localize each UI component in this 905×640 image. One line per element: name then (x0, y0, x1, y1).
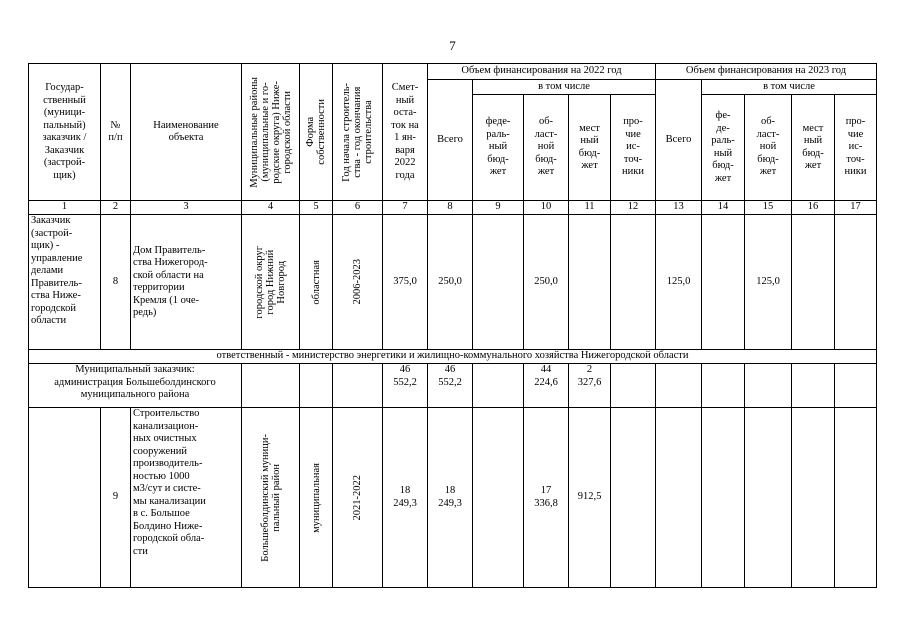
header-remainder: Смет- ный оста- ток на 1 ян- варя 2022 года (383, 64, 428, 201)
column-number: 9 (473, 201, 524, 215)
mc-federal-2022 (473, 364, 524, 408)
row1-total-2022: 250,0 (428, 215, 473, 350)
row2-regional-2023 (745, 408, 792, 588)
row1-federal-2022 (473, 215, 524, 350)
mc-district (242, 364, 300, 408)
row1-years: 2006-2023 (352, 259, 363, 305)
municipal-customer-label: Муниципальный заказчик: администрация Большеболдинского муниципального района (29, 364, 242, 408)
header-num: № п/п (101, 64, 131, 201)
row1-total-2023: 125,0 (656, 215, 702, 350)
table-row (29, 215, 877, 350)
row1-federal-2023 (702, 215, 745, 350)
header-ownership-cell (300, 64, 333, 201)
column-number: 16 (792, 201, 835, 215)
header-regional-2022: об- ласт- ной бюд- жет (524, 95, 569, 201)
row1-remainder: 375,0 (383, 215, 428, 350)
row1-regional-2023: 125,0 (745, 215, 792, 350)
mc-regional-2023 (745, 364, 792, 408)
header-ownership: Форма собственности (305, 99, 327, 165)
row2-remainder: 18 249,3 (383, 408, 428, 588)
mc-total-2022: 46 552,2 (428, 364, 473, 408)
header-years-cell (333, 64, 383, 201)
row2-years-cell (333, 408, 383, 588)
table-row (29, 408, 877, 588)
row1-num: 8 (101, 215, 131, 350)
row1-other-2023 (835, 215, 877, 350)
row2-local-2023 (792, 408, 835, 588)
row1-regional-2022: 250,0 (524, 215, 569, 350)
header-fin-2022: Объем финансирования на 2022 год (428, 64, 656, 80)
mc-remainder: 46 552,2 (383, 364, 428, 408)
header-total-2022: Всего (428, 80, 473, 201)
row2-district-cell (242, 408, 300, 588)
row1-ownership: областная (310, 259, 322, 305)
mc-local-2022: 2 327,6 (569, 364, 611, 408)
column-numbers-row (29, 201, 877, 215)
row1-ownership-cell (300, 215, 333, 350)
municipal-customer-row (29, 364, 877, 408)
row1-local-2023 (792, 215, 835, 350)
row1-district: городской округ город Нижний Новгород (254, 245, 287, 319)
row2-other-2022 (611, 408, 656, 588)
column-number: 11 (569, 201, 611, 215)
row1-district-cell (242, 215, 300, 350)
financing-table (28, 63, 877, 588)
mc-regional-2022: 44 224,6 (524, 364, 569, 408)
column-number: 17 (835, 201, 877, 215)
row2-ownership-cell (300, 408, 333, 588)
row2-other-2023 (835, 408, 877, 588)
column-number: 15 (745, 201, 792, 215)
row2-federal-2023 (702, 408, 745, 588)
header-incl-2022: в том числе (473, 80, 656, 95)
row2-federal-2022 (473, 408, 524, 588)
row1-local-2022 (569, 215, 611, 350)
header-regional-2023: об- ласт- ной бюд- жет (745, 95, 792, 201)
column-number: 10 (524, 201, 569, 215)
row2-years: 2021-2022 (352, 474, 363, 521)
header-name: Наименование объекта (131, 64, 242, 201)
row1-customer: Заказчик (застрой- щик) - управление делами Правитель- ства Ниже- городской области (29, 215, 101, 350)
row2-name: Строительство канализацион- ных очистных сооружений производитель- ностью 1000 м3/сут и систе- мы канализации в с. Большое Болдино Ниже- городской обла- сти (131, 408, 242, 588)
mc-total-2023 (656, 364, 702, 408)
mc-years (333, 364, 383, 408)
header-local-2022: мест ный бюд- жет (569, 95, 611, 201)
responsible-row (29, 350, 877, 364)
column-number: 6 (333, 201, 383, 215)
header-districts: Муниципальные районы (муниципальные и го- родские округа) Ниже- городской области (248, 76, 293, 188)
row1-other-2022 (611, 215, 656, 350)
column-number: 13 (656, 201, 702, 215)
row2-customer (29, 408, 101, 588)
mc-ownership (300, 364, 333, 408)
row2-total-2022: 18 249,3 (428, 408, 473, 588)
header-other-2023: про- чие ис- точ- ники (835, 95, 877, 201)
row2-num: 9 (101, 408, 131, 588)
column-number: 2 (101, 201, 131, 215)
row2-district: Большеболдинский муници- пальный район (259, 433, 282, 562)
column-number: 4 (242, 201, 300, 215)
mc-local-2023 (792, 364, 835, 408)
row1-name: Дом Правитель- ства Нижегород- ской области на территории Кремля (1 оче- редь) (131, 215, 242, 350)
header-fin-2023: Объем финансирования на 2023 год (656, 64, 877, 80)
column-number: 5 (300, 201, 333, 215)
column-number: 12 (611, 201, 656, 215)
row2-regional-2022: 17 336,8 (524, 408, 569, 588)
header-other-2022: про- чие ис- точ- ники (611, 95, 656, 201)
row1-years-cell (333, 215, 383, 350)
mc-other-2023 (835, 364, 877, 408)
column-number: 3 (131, 201, 242, 215)
column-number: 8 (428, 201, 473, 215)
row2-total-2023 (656, 408, 702, 588)
column-number: 1 (29, 201, 101, 215)
column-number: 14 (702, 201, 745, 215)
header-customer: Государ- ственный (муници- пальный) заказчик / Заказчик (застрой- щик) (29, 64, 101, 201)
row2-local-2022: 912,5 (569, 408, 611, 588)
row2-ownership: муниципальная (310, 462, 322, 533)
column-number: 7 (383, 201, 428, 215)
header-federal-2023: фе- де- раль- ный бюд- жет (702, 95, 745, 201)
responsible-text: ответственный - министерство энергетики и жилищно-коммунального хозяйства Нижегородской области (29, 350, 877, 364)
mc-federal-2023 (702, 364, 745, 408)
header-districts-cell (242, 64, 300, 201)
header-federal-2022: феде- раль- ный бюд- жет (473, 95, 524, 201)
header-local-2023: мест ный бюд- жет (792, 95, 835, 201)
header-total-2023: Всего (656, 80, 702, 201)
mc-other-2022 (611, 364, 656, 408)
header-years: Год начала строитель- ства - год окончания строительства (341, 82, 374, 182)
page-number: 7 (449, 38, 456, 53)
header-incl-2023: в том числе (702, 80, 877, 95)
